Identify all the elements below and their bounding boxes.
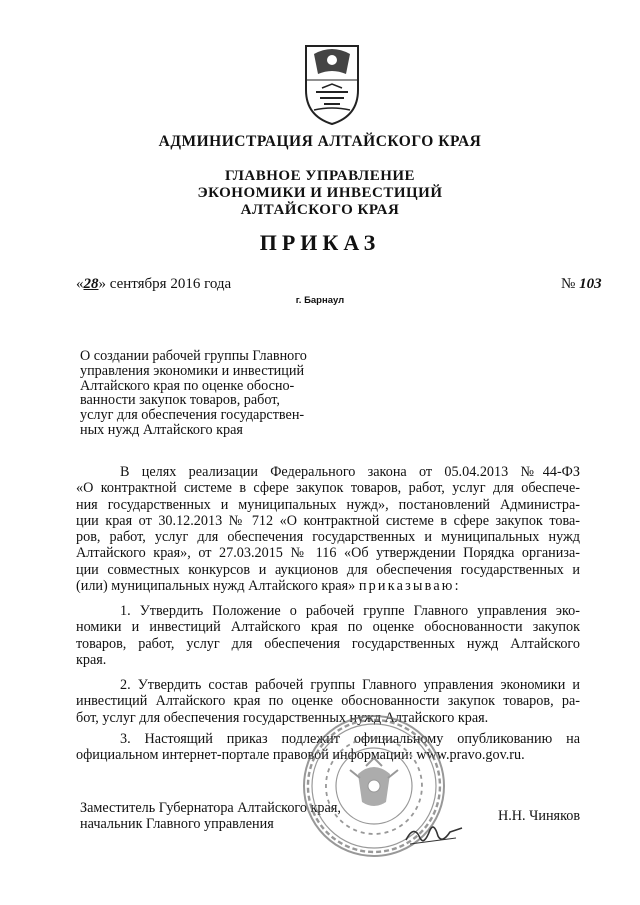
text-line: ции совместных конкурсов и аукционов для обеспечения государственных и bbox=[76, 561, 580, 578]
order-keyword: приказываю: bbox=[358, 578, 461, 595]
text-line: ров, работ, услуг для обеспечения государственных и муниципальных нужд bbox=[76, 529, 580, 546]
text-line: ции края от 30.12.2013 № 712 «О контрактной системе в сфере закупок това- bbox=[76, 512, 580, 529]
document-date bbox=[76, 276, 231, 293]
text-line: 3. Настоящий приказ подлежит официальному опубликованию на bbox=[120, 731, 580, 747]
text-line: номики и инвестиций Алтайского края по оценке обоснованности закупок bbox=[76, 619, 580, 636]
organization-name: АДМИНИСТРАЦИЯ АЛТАЙСКОГО КРАЯ bbox=[158, 133, 482, 150]
subject-line: О создании рабочей группы Главного bbox=[80, 348, 307, 364]
text-line: официальном интернет-портале правовой информации: www.pravo.gov.ru. bbox=[76, 747, 525, 764]
date-rest: » сентября 2016 года bbox=[98, 276, 232, 292]
text-line: В целях реализации Федерального закона от 05.04.2013 №44-ФЗ bbox=[120, 464, 580, 480]
subject-line: ных нужд Алтайского края bbox=[80, 421, 243, 438]
department-name-line: ГЛАВНОЕ УПРАВЛЕНИЕ bbox=[224, 168, 416, 184]
subject-line: управления экономики и инвестиций bbox=[80, 362, 305, 379]
department-name-line: ЭКОНОМИКИ И ИНВЕСТИЦИЙ bbox=[197, 185, 443, 201]
date-open-quote: « bbox=[76, 276, 84, 292]
signatory-name: Н.Н. Чиняков bbox=[498, 808, 581, 824]
order-item-1 bbox=[76, 603, 580, 668]
text-line: бот, услуг для обеспечения государственных нужд Алтайского края. bbox=[76, 709, 489, 726]
preamble-paragraph bbox=[76, 464, 580, 594]
department-name-line: АЛТАЙСКОГО КРАЯ bbox=[240, 202, 400, 218]
handwritten-signature-icon bbox=[404, 820, 464, 848]
text-line bbox=[76, 578, 580, 594]
number-label: № bbox=[561, 276, 576, 292]
text-line: края. bbox=[76, 651, 107, 668]
text-line: ния государственных и муниципальных нужд», постановлений Администра- bbox=[76, 496, 580, 513]
date-day: 28 bbox=[83, 276, 99, 292]
position-line: Заместитель Губернатора Алтайского края, bbox=[80, 800, 341, 816]
city-label: г. Барнаул bbox=[295, 295, 345, 306]
text-line: 2. Утвердить состав рабочей группы Главного управления экономики и bbox=[120, 677, 580, 693]
document-number bbox=[561, 276, 602, 293]
text-line: Алтайского края», от 27.03.2015 № 116 «Об утверждении Порядка организа- bbox=[76, 545, 580, 562]
document-type-title: ПРИКАЗ bbox=[259, 230, 381, 255]
text-line-part: (или) муниципальных нужд Алтайского края» bbox=[76, 578, 359, 595]
text-line: инвестиций Алтайского края по оценке обоснованности закупок товаров, ра- bbox=[76, 693, 580, 710]
text-line: товаров, работ, услуг для обеспечения государственных нужд Алтайского bbox=[76, 635, 580, 652]
subject-line: ванности закупок товаров, работ, bbox=[80, 392, 280, 409]
text-line: 1. Утвердить Положение о рабочей группе Главного управления эко- bbox=[120, 603, 580, 619]
coat-of-arms-icon bbox=[300, 40, 364, 126]
subject-line: услуг для обеспечения государствен- bbox=[80, 407, 305, 424]
position-line: начальник Главного управления bbox=[80, 816, 274, 832]
subject-line: Алтайского края по оценке обосно- bbox=[80, 377, 295, 394]
text-line: «О контрактной системе в сфере закупок товаров, работ, услуг для обеспече- bbox=[76, 480, 580, 497]
document-subject bbox=[80, 349, 370, 438]
number-value: 103 bbox=[579, 276, 602, 292]
